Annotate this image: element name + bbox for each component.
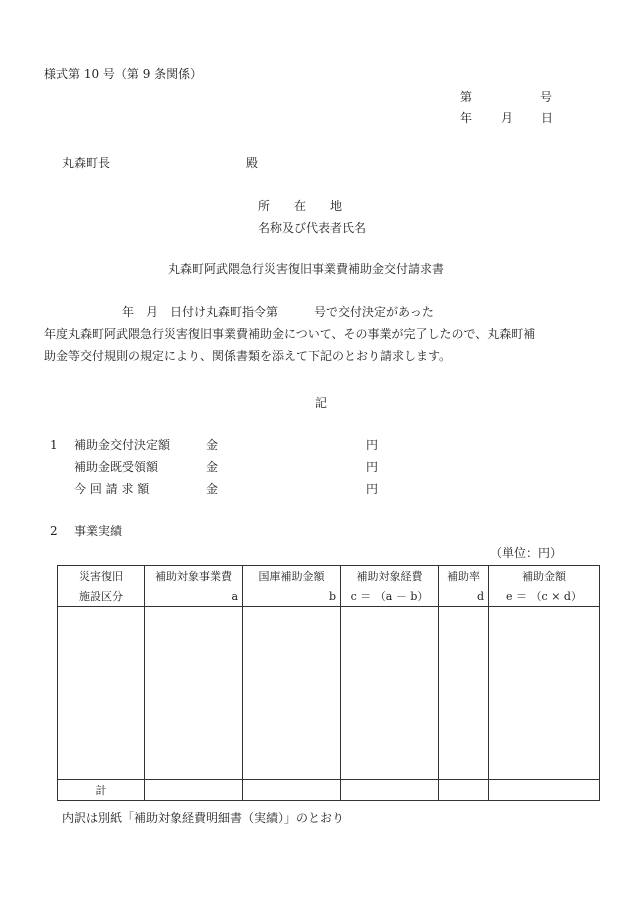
applicant-name-label: 名称及び代表者氏名 (258, 221, 367, 235)
ref-no-suffix: 号 (540, 90, 553, 104)
ki-heading: 記 (315, 396, 328, 410)
results-table (57, 565, 600, 801)
ref-month: 月 (501, 111, 514, 125)
column-header: 補助金額 (489, 566, 600, 587)
table-cell (145, 780, 243, 801)
amount-kin: 金 (206, 482, 219, 496)
column-header: 補助対象事業費 (145, 566, 243, 587)
table-cell (243, 607, 341, 780)
amount-label: 補助金交付決定額 (74, 438, 171, 452)
amount-yen: 円 (366, 438, 379, 452)
amount-label: 補助金既受領額 (74, 460, 159, 474)
addressee-name: 丸森町長 (62, 156, 111, 170)
amount-label: 今 回 請 求 額 (74, 482, 150, 496)
column-header: 補助率 (439, 566, 489, 587)
table-cell (58, 607, 145, 780)
column-subheader: c ＝ （a － b） (341, 586, 439, 607)
table-total-row (58, 780, 600, 801)
column-header: 補助対象経費 (341, 566, 439, 587)
amount-yen: 円 (366, 460, 379, 474)
ref-year: 年 (460, 111, 473, 125)
table-row (58, 607, 600, 780)
column-subheader: b (243, 586, 341, 607)
table-cell (439, 780, 489, 801)
body-line-1: 年 月 日付け丸森町指令第 号で交付決定があった (98, 305, 434, 319)
note: 内訳は別紙「補助対象経費明細書（実績）」のとおり (62, 811, 345, 825)
section2-number: 2 (50, 524, 58, 538)
table-subheader-row (58, 586, 600, 607)
body-line-2: 年度丸森町阿武隈急行災害復旧事業費補助金について、その事業が完了したので、丸森町補 (44, 327, 536, 341)
amount-kin: 金 (206, 460, 219, 474)
table-cell (489, 607, 600, 780)
table-cell (489, 780, 600, 801)
table-cell (341, 780, 439, 801)
amount-yen: 円 (366, 482, 379, 496)
amount-kin: 金 (206, 438, 219, 452)
body-paragraph (44, 301, 604, 367)
column-header: 災害復旧 (58, 566, 145, 587)
total-label: 計 (58, 780, 145, 801)
form-number: 様式第 10 号（第 9 条関係） (44, 67, 203, 81)
column-subheader: d (439, 586, 489, 607)
addressee-honorific: 殿 (246, 156, 259, 170)
section2-label: 事業実績 (74, 524, 123, 538)
table-cell (243, 780, 341, 801)
column-subheader: a (145, 586, 243, 607)
ref-day: 日 (541, 111, 554, 125)
column-subheader: 施設区分 (58, 586, 145, 607)
table-cell (145, 607, 243, 780)
table-cell (439, 607, 489, 780)
applicant-address-label: 所 在 地 (258, 199, 343, 213)
body-line-3: 助金等交付規則の規定により、関係書類を添えて下記のとおり請求します。 (44, 349, 452, 363)
column-header: 国庫補助金額 (243, 566, 341, 587)
section1-number: 1 (50, 438, 58, 452)
table-cell (341, 607, 439, 780)
table-header-row (58, 566, 600, 587)
unit-label: （単位：円） (490, 546, 563, 560)
column-subheader: e ＝ （c × d） (489, 586, 600, 607)
ref-no-prefix: 第 (460, 90, 473, 104)
document-title: 丸森町阿武隈急行災害復旧事業費補助金交付請求書 (168, 262, 445, 276)
